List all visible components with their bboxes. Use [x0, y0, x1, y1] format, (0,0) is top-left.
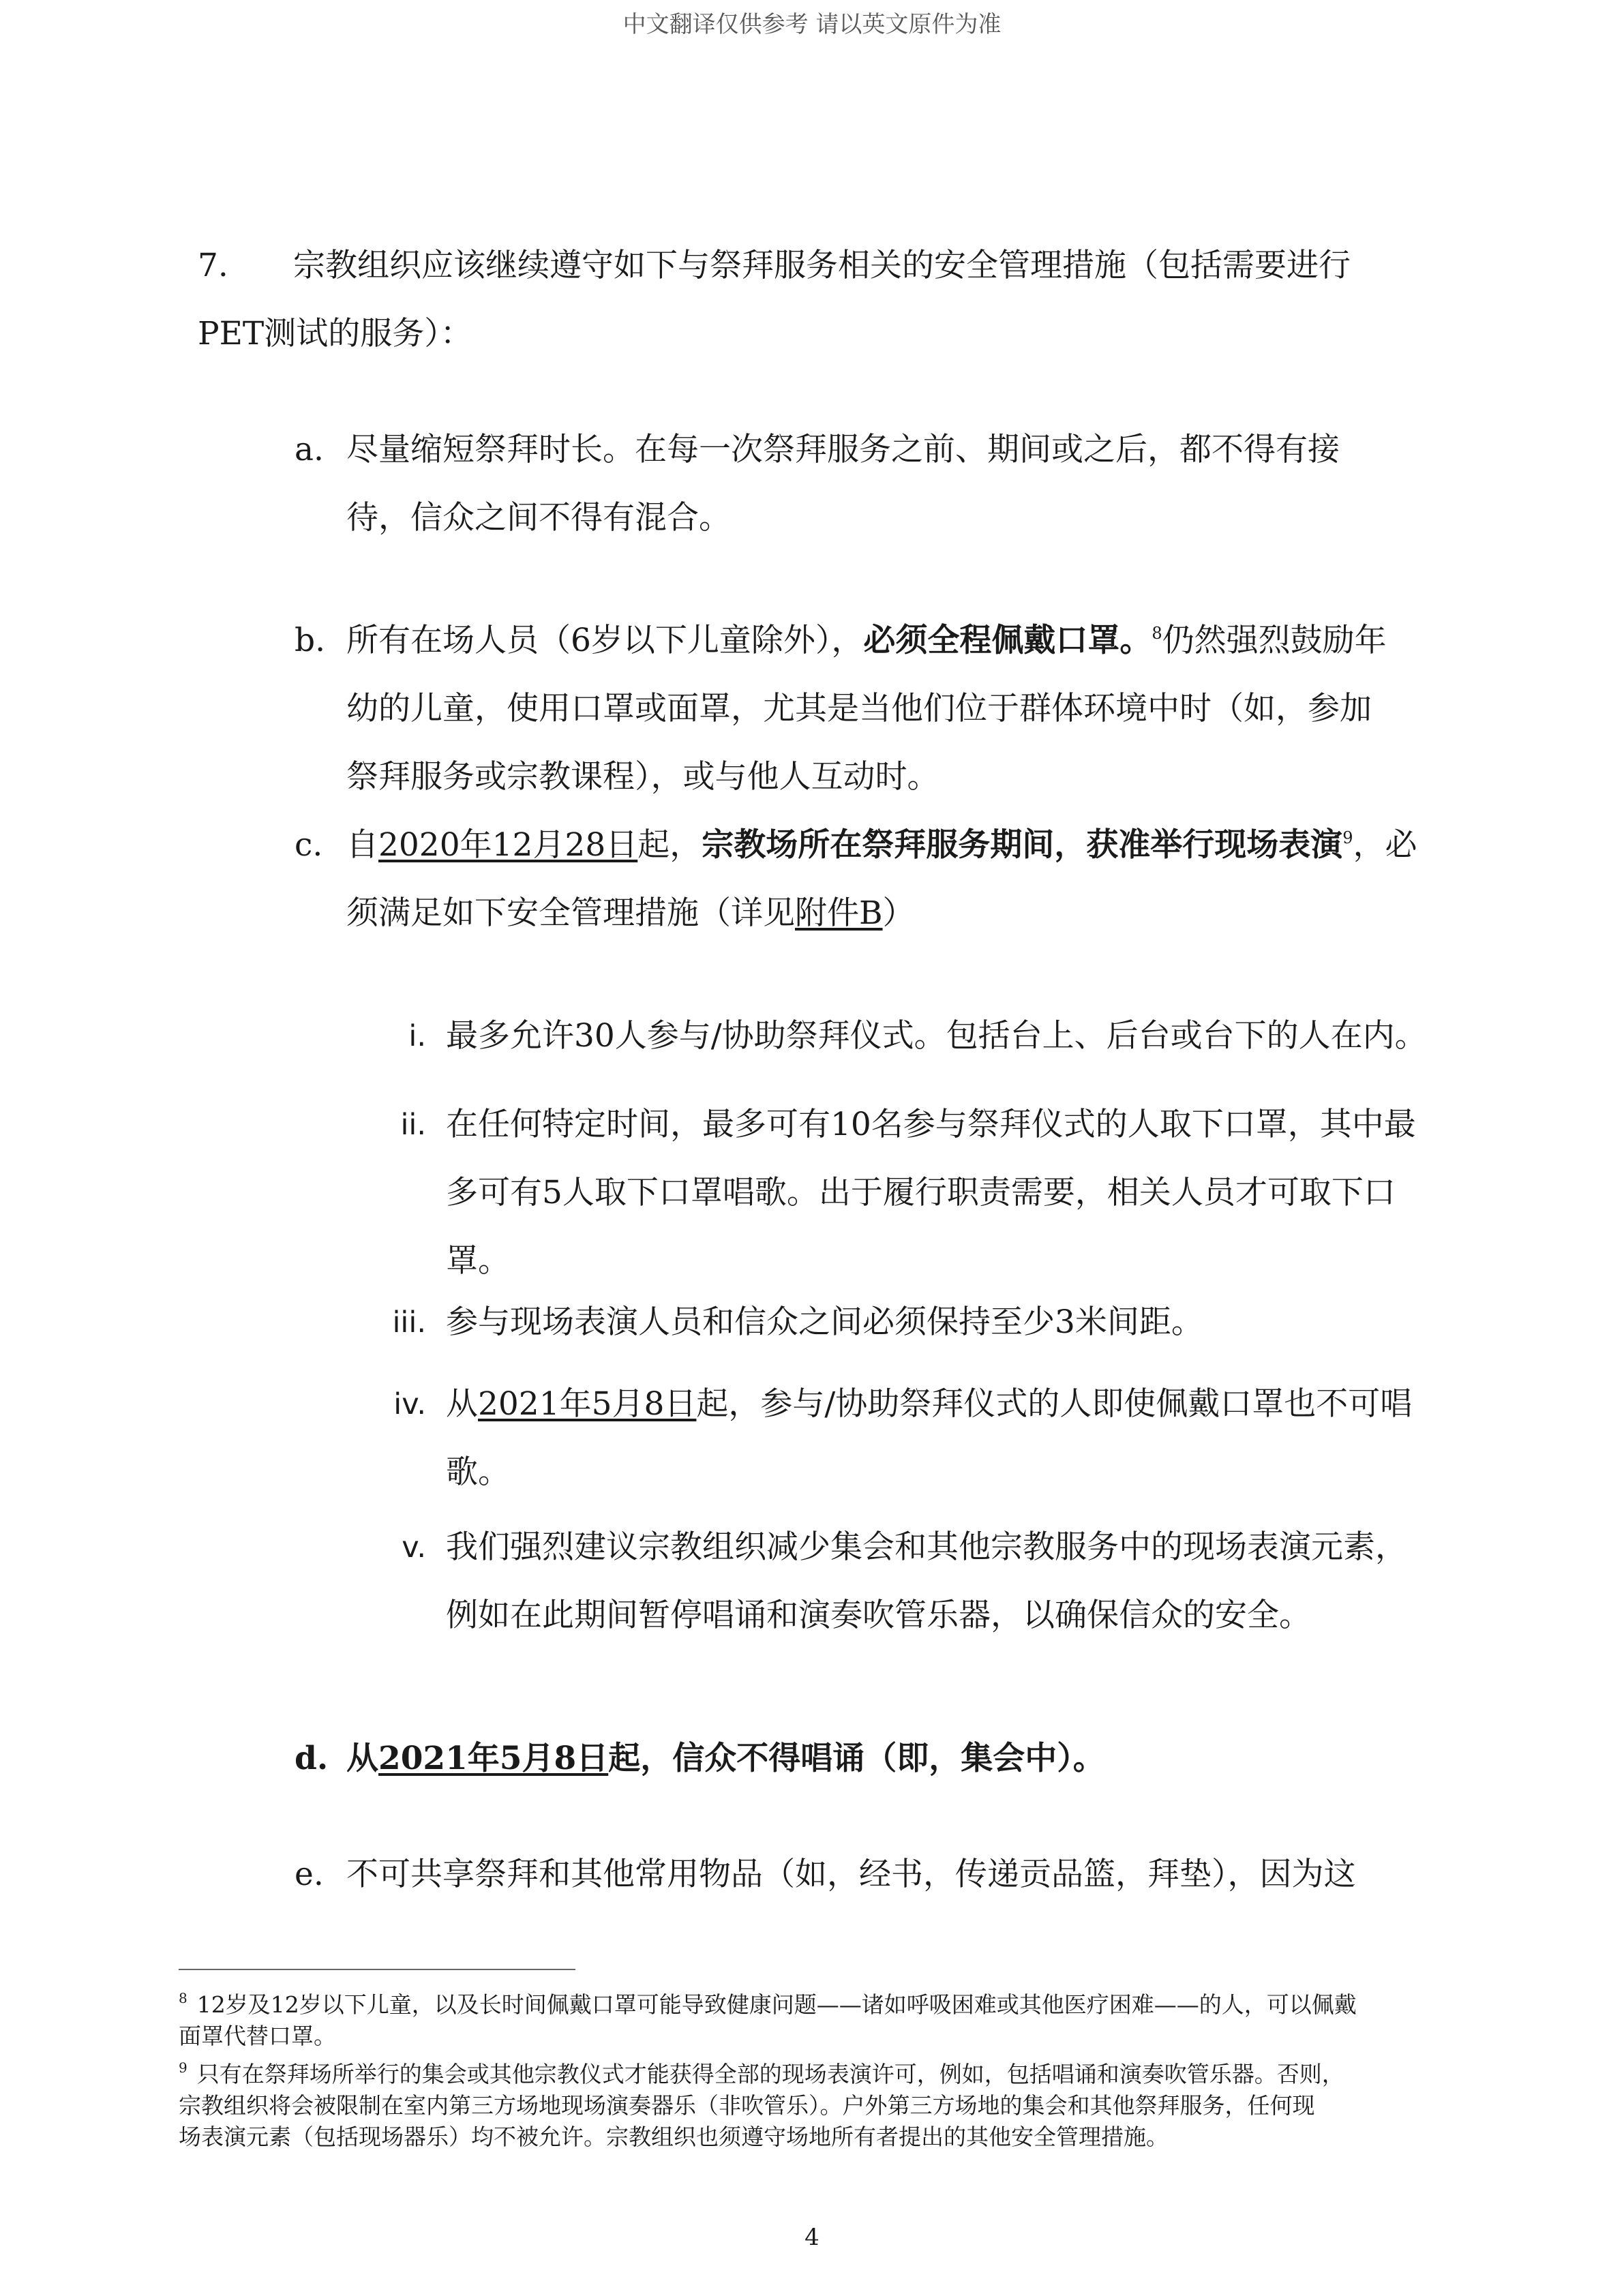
item-d-marker: d. — [295, 1740, 329, 1777]
date-2021-05-08-d: 2021年5月8日 — [378, 1740, 609, 1777]
roman-marker-iv: iv. — [393, 1387, 426, 1421]
item-b-marker: b. — [295, 622, 326, 659]
item-d-text: 从2021年5月8日起，信众不得唱诵（即，集会中）。 — [346, 1740, 1105, 1777]
translation-disclaimer-header: 中文翻译仅供参考 请以英文原件为准 — [622, 11, 1002, 38]
footnote-8: $^8$ 12岁及12岁以下儿童，以及长时间佩戴口罩可能导致健康问题——诸如呼吸困难或其他医疗困难——的人，可以佩戴 面罩代替口罩。 — [179, 1990, 1357, 2049]
roman-marker-ii: ii. — [400, 1108, 426, 1142]
item-a-text: 尽量缩短祭拜时长。在每一次祭拜服务之前、期间或之后，都不得有接 待，信众之间不得有混合。 — [346, 431, 1340, 537]
roman-item-iv: 从2021年5月8日起，参与/协助祭拜仪式的人即使佩戴口罩也不可唱 歌。 — [446, 1385, 1413, 1491]
paragraph-7-line-2: PET测试的服务）： — [198, 315, 472, 352]
paragraph-7-number: 7. — [198, 247, 228, 284]
roman-marker-iii: iii. — [392, 1305, 426, 1340]
page-number: 4 — [805, 2224, 819, 2251]
roman-item-v: 我们强烈建议宗教组织减少集会和其他宗教服务中的现场表演元素， 例如在此期间暂停唱诵和演奏吹管乐器，以确保信众的安全。 — [446, 1528, 1407, 1634]
item-c-marker: c. — [295, 826, 323, 864]
annex-b-link[interactable]: 附件B — [795, 894, 883, 932]
roman-item-ii: 在任何特定时间，最多可有10名参与祭拜仪式的人取下口罩，其中最 多可有5人取下口罩唱歌。出于履行职责需要，相关人员才可取下口 罩。 — [446, 1106, 1416, 1280]
item-e-text: 不可共享祭拜和其他常用物品（如，经书，传递贡品篮，拜垫），因为这 — [346, 1856, 1356, 1893]
footnote-divider — [179, 1969, 575, 1970]
roman-item-i: 最多允许30人参与/协助祭拜仪式。包括台上、后台或台下的人在内。 — [446, 1017, 1427, 1055]
roman-marker-v: v. — [402, 1530, 426, 1565]
paragraph-7-line-1: 宗教组织应该继续遵守如下与祭拜服务相关的安全管理措施（包括需要进行 — [293, 247, 1351, 284]
item-e-marker: e. — [295, 1856, 324, 1893]
date-2020-12-28: 2020年12月28日 — [378, 826, 638, 864]
roman-item-iii: 参与现场表演人员和信众之间必须保持至少3米间距。 — [446, 1303, 1203, 1341]
item-b-text: 所有在场人员（6岁以下儿童除外），必须全程佩戴口罩。$^8$仍然强烈鼓励年 幼的儿童，使用口罩或面罩，尤其是当他们位于群体环境中时（如，参加 祭拜服务或宗教课程），或与他人互动时。 — [346, 622, 1387, 796]
date-2021-05-08: 2021年5月8日 — [478, 1385, 697, 1423]
item-a-marker: a. — [295, 431, 324, 468]
footnote-9: $^9$ 只有在祭拜场所举行的集会或其他宗教仪式才能获得全部的现场表演许可，例如，包括唱诵和演奏吹管乐器。否则， 宗教组织将会被限制在室内第三方场地现场演奏器乐（非吹管乐）。户外第三方场地的集会和其他祭拜服务，任何现 场表演元素（包括现场器乐）均不被允许。宗教组织也须遵守场地所有者提出的其他安全管理措施。 — [179, 2059, 1344, 2150]
item-c-text: 自2020年12月28日起，宗教场所在祭拜服务期间，获准举行现场表演$^9$，必 须满足如下安全管理措施（详见附件B） — [346, 826, 1417, 932]
footnote-ref-8[interactable]: 8 — [1152, 624, 1162, 643]
footnote-ref-9[interactable]: 9 — [1342, 828, 1353, 847]
roman-marker-i: i. — [408, 1019, 426, 1053]
